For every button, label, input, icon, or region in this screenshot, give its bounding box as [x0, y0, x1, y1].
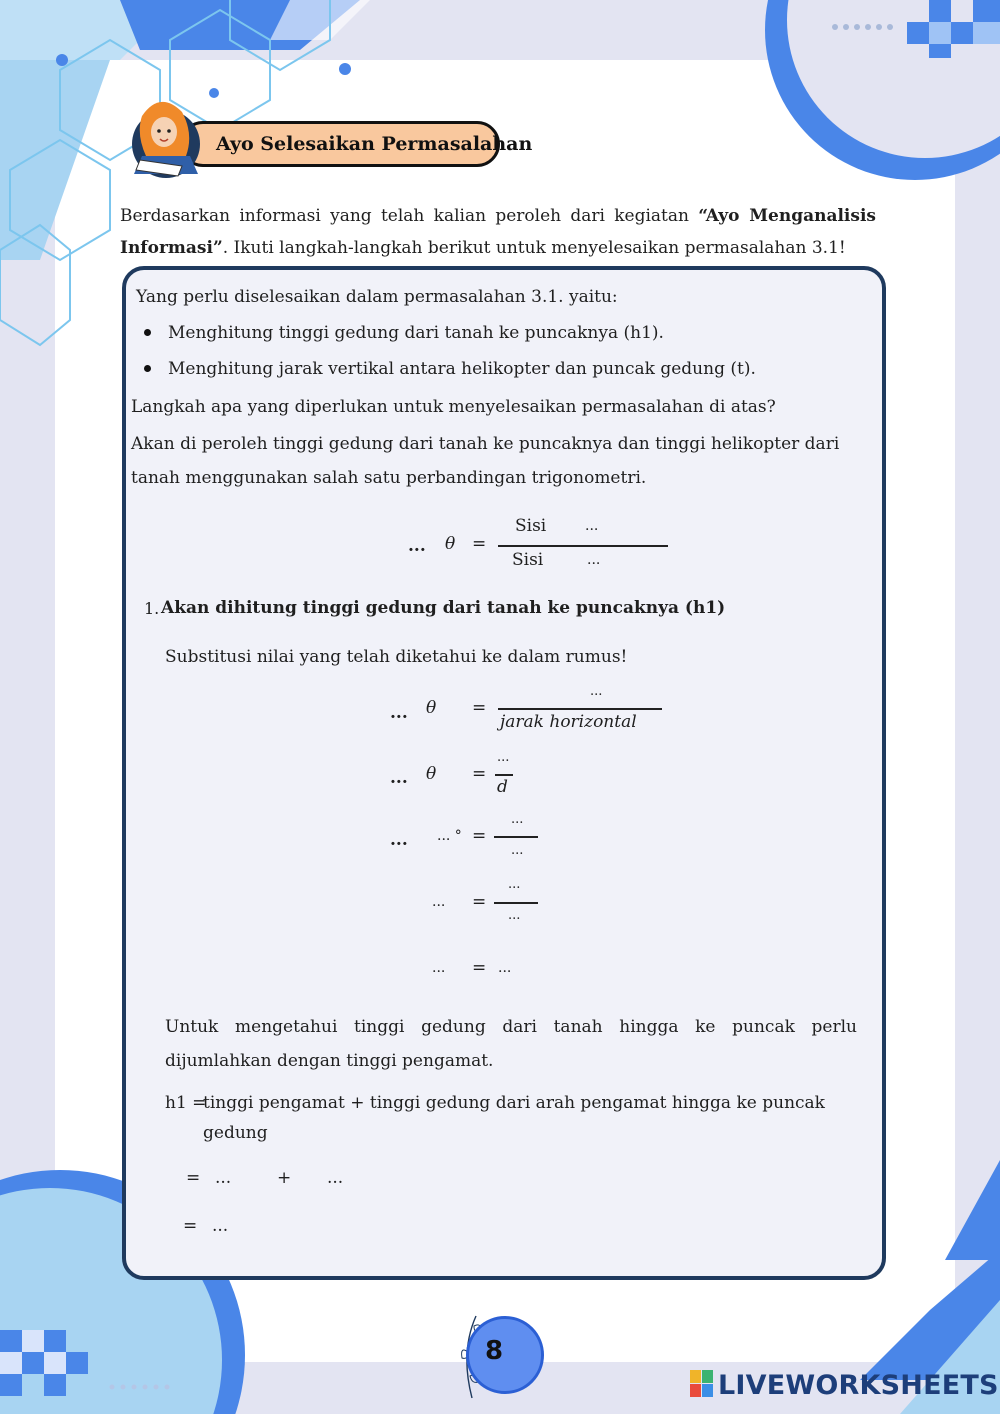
row3-equals: = — [472, 826, 487, 846]
row4-lhs-blank: ... — [432, 894, 446, 910]
intro-paragraph — [120, 200, 876, 264]
formula-fraction-bar — [498, 545, 668, 547]
formula-denominator-word: Sisi — [512, 550, 544, 570]
bullet-item-h1: Menghitung tinggi gedung dari tanah ke puncaknya (h1). — [168, 323, 664, 343]
section-badge — [120, 94, 533, 176]
question-text: Langkah apa yang diperlukan untuk menyelesaikan permasalahan di atas? — [131, 397, 776, 417]
intro-text-before: Berdasarkan informasi yang telah kalian peroleh dari kegiatan — [120, 206, 699, 226]
h1-definition-line-1: tinggi pengamat + tinggi gedung dari arah pengamat hingga ke puncak — [203, 1093, 825, 1113]
sum-term-b-blank: ... — [327, 1168, 344, 1188]
row5-equals: = — [472, 958, 487, 978]
formula-lhs-blank: ... — [408, 536, 426, 556]
box-lead: Yang perlu diselesaikan dalam permasalahan 3.1. yaitu: — [136, 287, 618, 307]
answer-line-2: tanah menggunakan salah satu perbandingan trigonometri. — [131, 468, 647, 488]
answer-line-1: Akan di peroleh tinggi gedung dari tanah ke puncaknya dan tinggi helikopter dari — [131, 434, 840, 454]
sum-term-a-blank: ... — [215, 1168, 232, 1188]
row5-result-blank: ... — [498, 960, 512, 976]
row1-theta: θ — [426, 698, 437, 718]
formula-equals: = — [472, 534, 487, 554]
sum-equals: = — [186, 1168, 201, 1188]
formula-theta: θ — [445, 534, 456, 554]
h1-definition-line-2: gedung — [203, 1123, 268, 1143]
note-line-2: dijumlahkan dengan tinggi pengamat. — [165, 1051, 494, 1071]
bullet-dot — [144, 365, 151, 372]
liveworksheets-brand[interactable] — [690, 1370, 999, 1410]
intro-bold-activity: “Ayo Menganalisis Informasi” — [120, 206, 876, 258]
row1-numerator-blank: ... — [590, 684, 603, 699]
row1-denominator: jarak horizontal — [500, 712, 637, 732]
row2-fraction-bar — [495, 774, 513, 776]
row2-equals: = — [472, 764, 487, 784]
sum-plus: + — [277, 1168, 292, 1188]
liveworksheets-logo-icon — [690, 1370, 714, 1398]
intro-text-after: . Ikuti langkah-langkah berikut untuk menyelesaikan permasalahan 3.1! — [222, 238, 846, 258]
row4-equals: = — [472, 892, 487, 912]
row2-lhs-blank: ... — [390, 768, 408, 788]
row4-denominator-blank: ... — [508, 908, 521, 923]
row4-numerator-blank: ... — [508, 877, 521, 892]
note-paragraph — [165, 1010, 857, 1078]
row2-theta: θ — [426, 764, 437, 784]
page-number: 8 — [484, 1336, 504, 1366]
bullet-dot — [144, 329, 151, 336]
result-equals: = — [183, 1216, 198, 1236]
h1-label: h1 = — [165, 1093, 207, 1113]
row1-equals: = — [472, 698, 487, 718]
row3-denominator-blank: ... — [511, 843, 524, 858]
row2-numerator-blank: ... — [497, 750, 510, 765]
formula-denominator-blank: ... — [587, 552, 601, 568]
section-title: Ayo Selesaikan Permasalahan — [216, 133, 533, 155]
bullet-item-t: Menghitung jarak vertikal antara helikopter dan puncak gedung (t). — [168, 359, 756, 379]
row1-fraction-bar — [498, 708, 662, 710]
row2-denominator: d — [497, 777, 508, 797]
step-title: Akan dihitung tinggi gedung dari tanah ke puncaknya (h1) — [161, 598, 726, 618]
row3-lhs-blank: ... — [390, 830, 408, 850]
note-line-1: Untuk mengetahui tinggi gedung dari tanah hingga ke puncak perlu — [165, 1017, 857, 1037]
step-number: 1. — [144, 599, 160, 618]
row5-lhs-blank: ... — [432, 960, 446, 976]
row3-fraction-bar — [494, 836, 538, 838]
result-blank: ... — [212, 1216, 229, 1236]
row4-fraction-bar — [494, 902, 538, 904]
step-instruction: Substitusi nilai yang telah diketahui ke dalam rumus! — [165, 647, 628, 667]
formula-numerator-blank: ... — [585, 518, 599, 534]
formula-numerator-word: Sisi — [515, 516, 547, 536]
row1-lhs-blank: ... — [390, 703, 408, 723]
student-writing-icon — [120, 94, 216, 178]
row3-angle-blank: ... ° — [437, 828, 462, 844]
liveworksheets-wordmark: LIVEWORKSHEETS — [718, 1370, 999, 1401]
row3-numerator-blank: ... — [511, 812, 524, 827]
